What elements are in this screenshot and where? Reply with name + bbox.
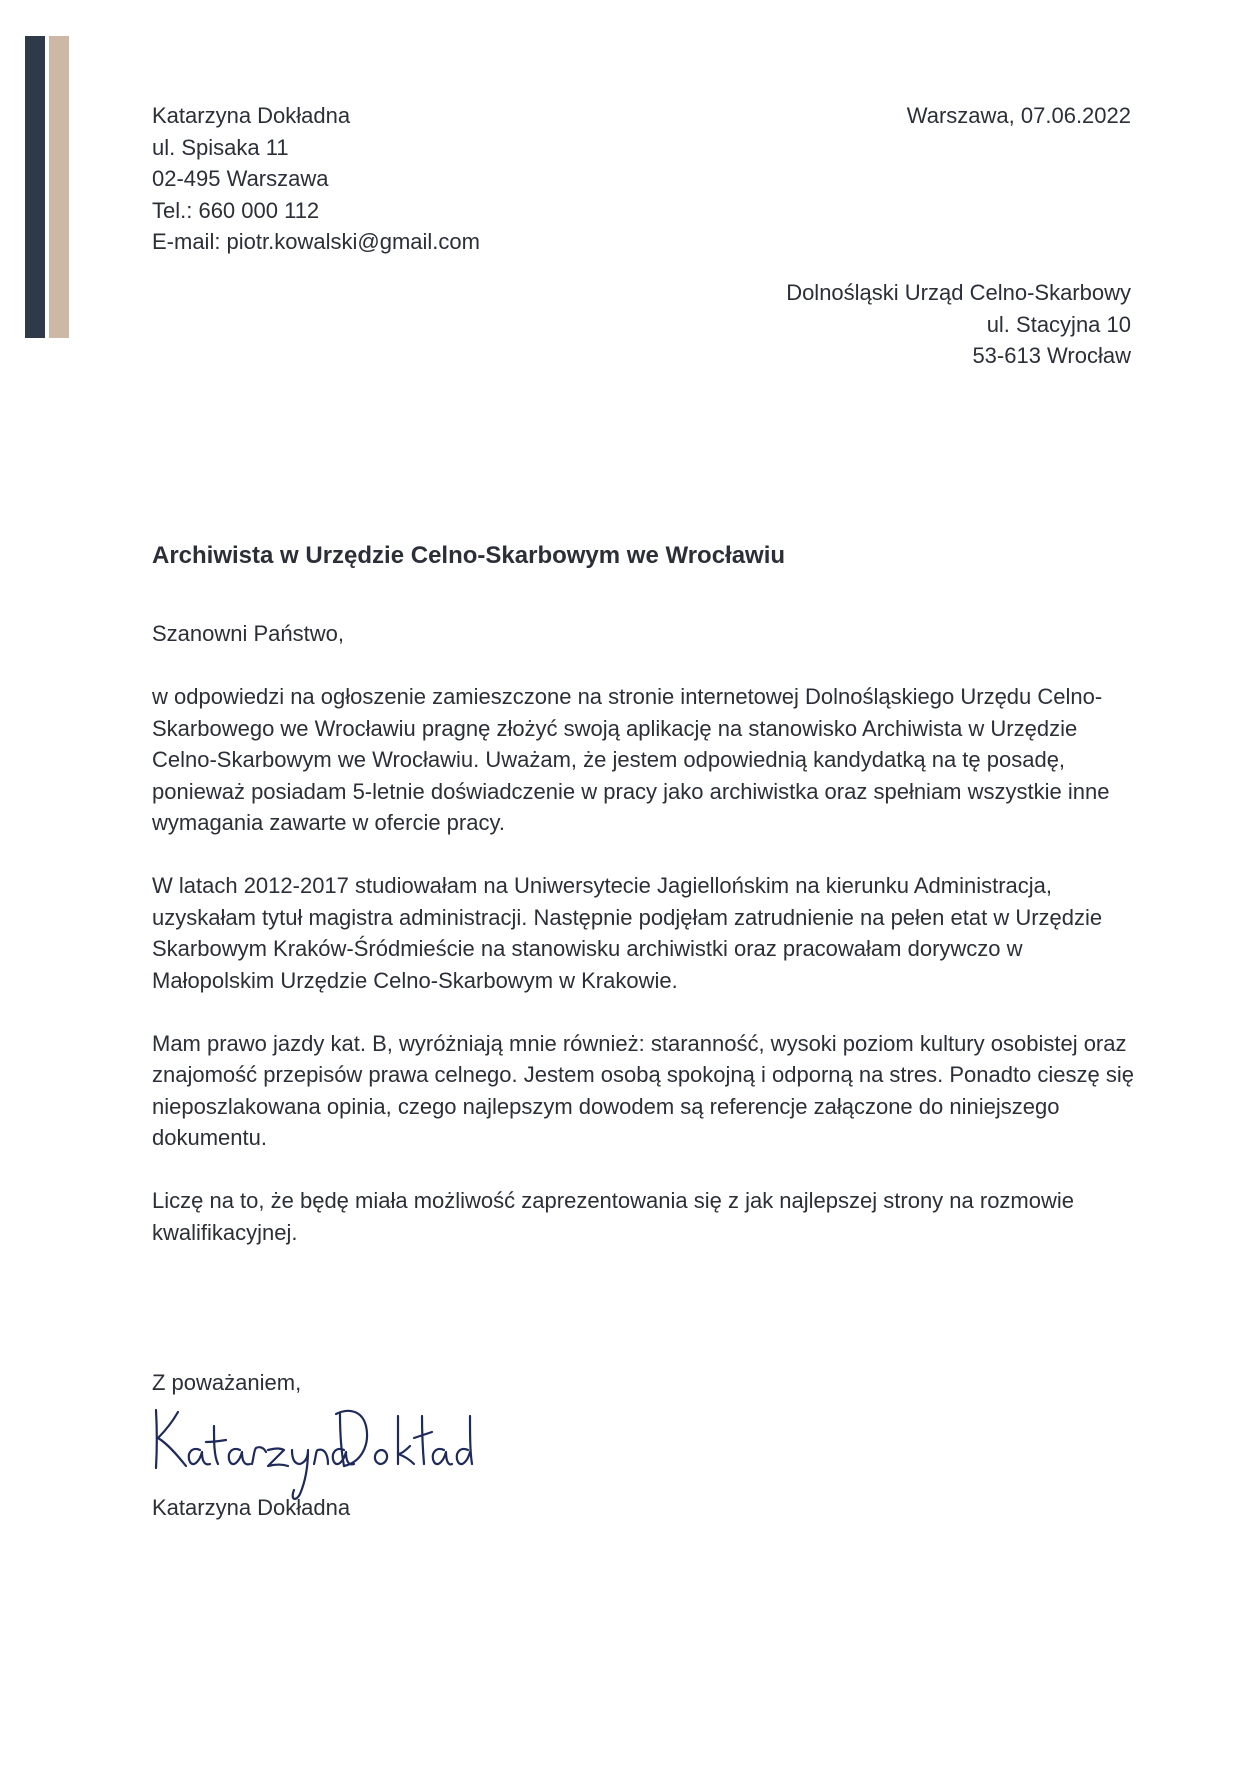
body-paragraph-3: Mam prawo jazdy kat. B, wyróżniają mnie również: staranność, wysoki poziom kultury osobistej oraz znajomość przepisów prawa celnego. Jestem osobą spokojną i odporną na stres. Ponadto cieszę się nieposzlakowana opinia, czego najlepszym dowodem są referencje załączone do niniejszego dokumentu.	[152, 1030, 1134, 1150]
recipient-name: Dolnośląski Urząd Celno-Skarbowy	[786, 280, 1131, 305]
recipient-address-block	[786, 277, 1131, 372]
letter-date: Warszawa, 07.06.2022	[906, 103, 1131, 128]
closing: Z poważaniem,	[152, 1370, 302, 1395]
letter-subject: Archiwista w Urzędzie Celno-Skarbowym we Wrocławiu	[152, 542, 786, 569]
body-paragraph-4: Liczę na to, że będę miała możliwość zaprezentowania się z jak najlepszej strony na rozmowie kwalifikacyjnej.	[152, 1188, 1075, 1245]
recipient-city: 53-613 Wrocław	[972, 343, 1131, 368]
handwritten-signature	[148, 1398, 478, 1506]
sender-phone: Tel.: 660 000 112	[152, 197, 320, 223]
sender-email: E-mail: piotr.kowalski@gmail.com	[152, 229, 480, 254]
sender-name: Katarzyna Dokładna	[152, 103, 351, 128]
sender-city: 02-495 Warszawa	[152, 166, 329, 191]
recipient-street: ul. Stacyjna 10	[986, 311, 1131, 337]
body-paragraph-1: w odpowiedzi na ogłoszenie zamieszczone na stronie internetowej Dolnośląskiego Urzędu Celno-Skarbowego we Wrocławiu pragnę złożyć swoją aplikację na stanowisko Archiwista w Urzędzie Celno-Skarbowym we Wrocławiu. Uważam, że jestem odpowiednią kandydatką na tę posadę, ponieważ posiadam 5-letnie doświadczenie w pracy jako archiwistka oraz spełniam wszystkie inne wymagania zawarte w ofercie pracy.	[152, 684, 1110, 835]
salutation: Szanowni Państwo,	[152, 621, 344, 646]
sender-street: ul. Spisaka 11	[152, 134, 289, 160]
decorative-bar-dark	[25, 36, 45, 338]
letter-body	[152, 618, 1142, 1280]
signer-name: Katarzyna Dokładna	[152, 1495, 351, 1520]
sender-address-block	[152, 100, 480, 258]
decorative-bar-tan	[49, 36, 69, 338]
body-paragraph-2: W latach 2012-2017 studiowałam na Uniwersytecie Jagiellońskim na kierunku Administracja, uzyskałam tytuł magistra administracji. Następnie podjęłam zatrudnienie na pełen etat w Urzędzie Skarbowym Kraków-Śródmieście na stanowisku archiwistki oraz pracowałam dorywczo w Małopolskim Urzędzie Celno-Skarbowym w Krakowie.	[152, 873, 1103, 993]
